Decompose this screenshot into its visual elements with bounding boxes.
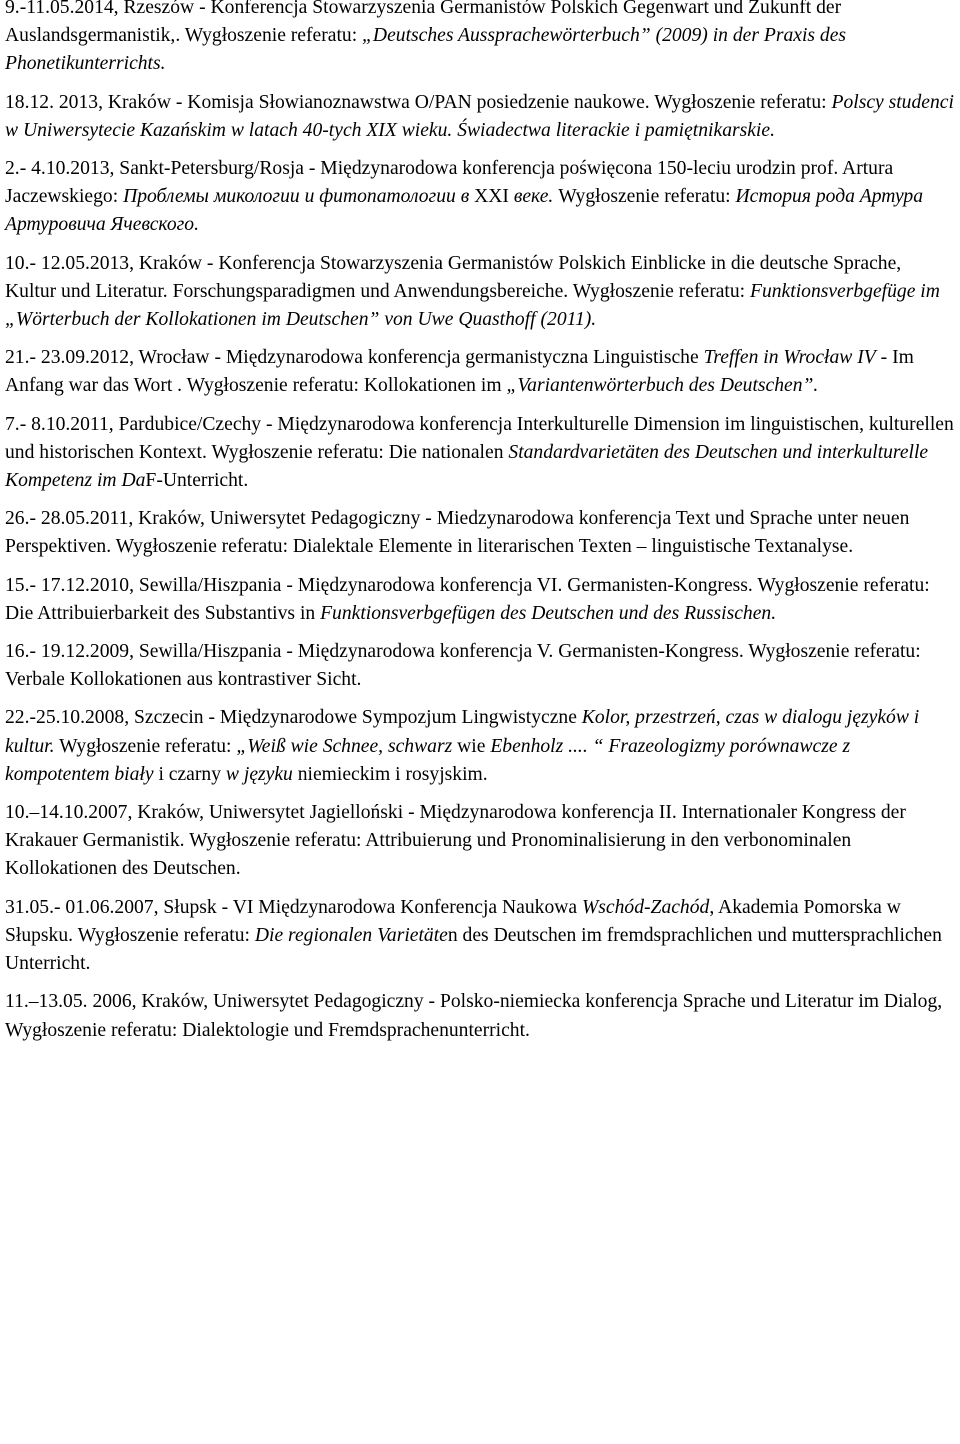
entry-text: 16.- 19.12.2009, Sewilla/Hiszpania - Międzynarodowa konferencja V. Germanisten-Kongress. Wygłoszenie referatu: Verbale Kollokationen aus kontrastiver Sicht.	[5, 641, 921, 691]
italic-text: Wschód-Zachód	[581, 896, 710, 918]
italic-text: Die regionalen Varietäte	[254, 924, 448, 946]
entry-text: Wygłoszenie referatu:	[553, 186, 736, 208]
entry-text: 18.12. 2013, Kraków - Komisja Słowianoznawstwa O/PAN posiedzenie naukowe. Wygłoszenie referatu:	[5, 91, 832, 113]
entry-text: F-Unterricht.	[145, 470, 249, 492]
conference-entry	[5, 704, 956, 789]
entry-text: n des Deutschen im fremdsprachlichen und muttersprachlichen Unterricht.	[5, 924, 942, 975]
conference-entry	[5, 250, 956, 335]
conference-entry	[5, 411, 956, 496]
entry-text: 2.- 4.10.2013, Sankt-Petersburg/Rosja - Międzynarodowa konferencja poświęcona 150-leciu urodzin prof. Artura Jaczewskiego:	[5, 158, 894, 208]
entry-text: 31.05.- 01.06.2007, Słupsk - VI Międzynarodowa Konferencja Naukowa	[5, 896, 582, 918]
italic-text: „Variantenwörterbuch des Deutschen”.	[506, 375, 819, 397]
conference-entry	[5, 988, 956, 1044]
entry-text: - Im Anfang war das Wort . Wygłoszenie referatu: Kollokationen im	[5, 347, 914, 397]
italic-text: w języku	[225, 763, 293, 785]
conference-entry	[5, 0, 956, 79]
conference-entry	[5, 638, 956, 694]
entry-text: 15.- 17.12.2010, Sewilla/Hiszpania - Międzynarodowa konferencja VI. Germanisten-Kongress. Wygłoszenie referatu: Die Attribuierbarkeit des Substantivs in	[5, 574, 930, 624]
italic-text: „Weiß wie Schnee, schwarz	[236, 735, 453, 757]
italic-text: Standardvarietäten des Deutschen und interkulturelle Kompetenz im Da	[5, 441, 929, 492]
conference-entry	[5, 799, 956, 884]
italic-text: Funktionsverbgefüge im „Wörterbuch der Kollokationen im Deutschen” von Uwe Quasthoff (2011).	[5, 280, 940, 331]
entry-text: niemieckim i rosyjskim.	[292, 763, 488, 785]
entry-text: i czarny	[153, 763, 226, 785]
conference-entry	[5, 894, 956, 979]
entry-text: 26.- 28.05.2011, Kraków, Uniwersytet Pedagogiczny - Miedzynarodowa konferencja Text und Sprache unter neuen Perspektiven. Wygłoszenie referatu: Dialektale Elemente in literarischen Texten – linguistische Textanalyse.	[5, 508, 910, 558]
entry-text: XXI	[469, 186, 514, 208]
entry-text: 11.–13.05. 2006, Kraków, Uniwersytet Pedagogiczny - Polsko-niemiecka konferencja Sprache und Literatur im Dialog, Wygłoszenie referatu: Dialektologie und Fremdsprachenunterricht.	[5, 991, 943, 1041]
italic-text: Kolor, przestrzeń, czas w dialogu języków i kultur.	[5, 707, 920, 757]
italic-text: Treffen in Wrocław IV	[703, 347, 876, 369]
entry-text: 10.–14.10.2007, Kraków, Uniwersytet Jagielloński - Międzynarodowa konferencja II. Internationaler Kongress der Krakauer Germanistik. Wygłoszenie referatu: Attribuierung und Pronominalisierung in den verbonominalen Kollokationen des Deutschen.	[5, 802, 906, 880]
italic-text: „Deutsches Aussprachewörterbuch” (2009) in der Praxis des Phonetikunterrichts.	[5, 25, 847, 75]
entry-text: 22.-25.10.2008, Szczecin - Międzynarodowe Sympozjum Lingwistyczne	[5, 707, 582, 729]
italic-text: Проблемы микологии и фитопатологии в	[123, 186, 470, 208]
entry-text: Wygłoszenie referatu:	[54, 735, 237, 757]
conference-entry	[5, 89, 956, 145]
conference-entry	[5, 572, 956, 628]
italic-text: Ebenholz .... “ Frazeologizmy porównawcze z kompotentem biały	[5, 735, 851, 785]
conference-entry	[5, 155, 956, 240]
italic-text: веке.	[513, 186, 554, 208]
entry-text: 10.- 12.05.2013, Kraków - Konferencja Stowarzyszenia Germanistów Polskich Einblicke in die deutsche Sprache, Kultur und Literatur. Forschungsparadigmen und Anwendungsbereiche. Wygłoszenie referatu:	[5, 252, 902, 302]
conference-entry	[5, 505, 956, 561]
conference-list	[5, 0, 956, 1045]
italic-text: Polscy studenci w Uniwersytecie Kazańskim w latach 40-tych XIX wieku. Świadectwa literackie i pamiętnikarskie.	[5, 91, 954, 141]
entry-text: 7.- 8.10.2011, Pardubice/Czechy - Międzynarodowa konferencja Interkulturelle Dimension im linguistischen, kulturellen und historischen Kontext. Wygłoszenie referatu: Die nationalen	[5, 413, 954, 463]
conference-entry	[5, 344, 956, 400]
entry-text: , Akademia Pomorska w Słupsku. Wygłoszenie referatu:	[5, 896, 901, 946]
entry-text: wie	[452, 735, 491, 757]
entry-text: 21.- 23.09.2012, Wrocław - Międzynarodowa konferencja germanistyczna Linguistische	[5, 347, 704, 369]
italic-text: Funktionsverbgefügen des Deutschen und des Russischen.	[320, 602, 777, 624]
italic-text: История рода Артура Артуровича Ячевского.	[5, 186, 924, 236]
entry-text: 9.-11.05.2014, Rzeszów - Konferencja Stowarzyszenia Germanistów Polskich Gegenwart und Zukunft der Auslandsgermanistik,. Wygłoszenie referatu:	[5, 0, 842, 47]
